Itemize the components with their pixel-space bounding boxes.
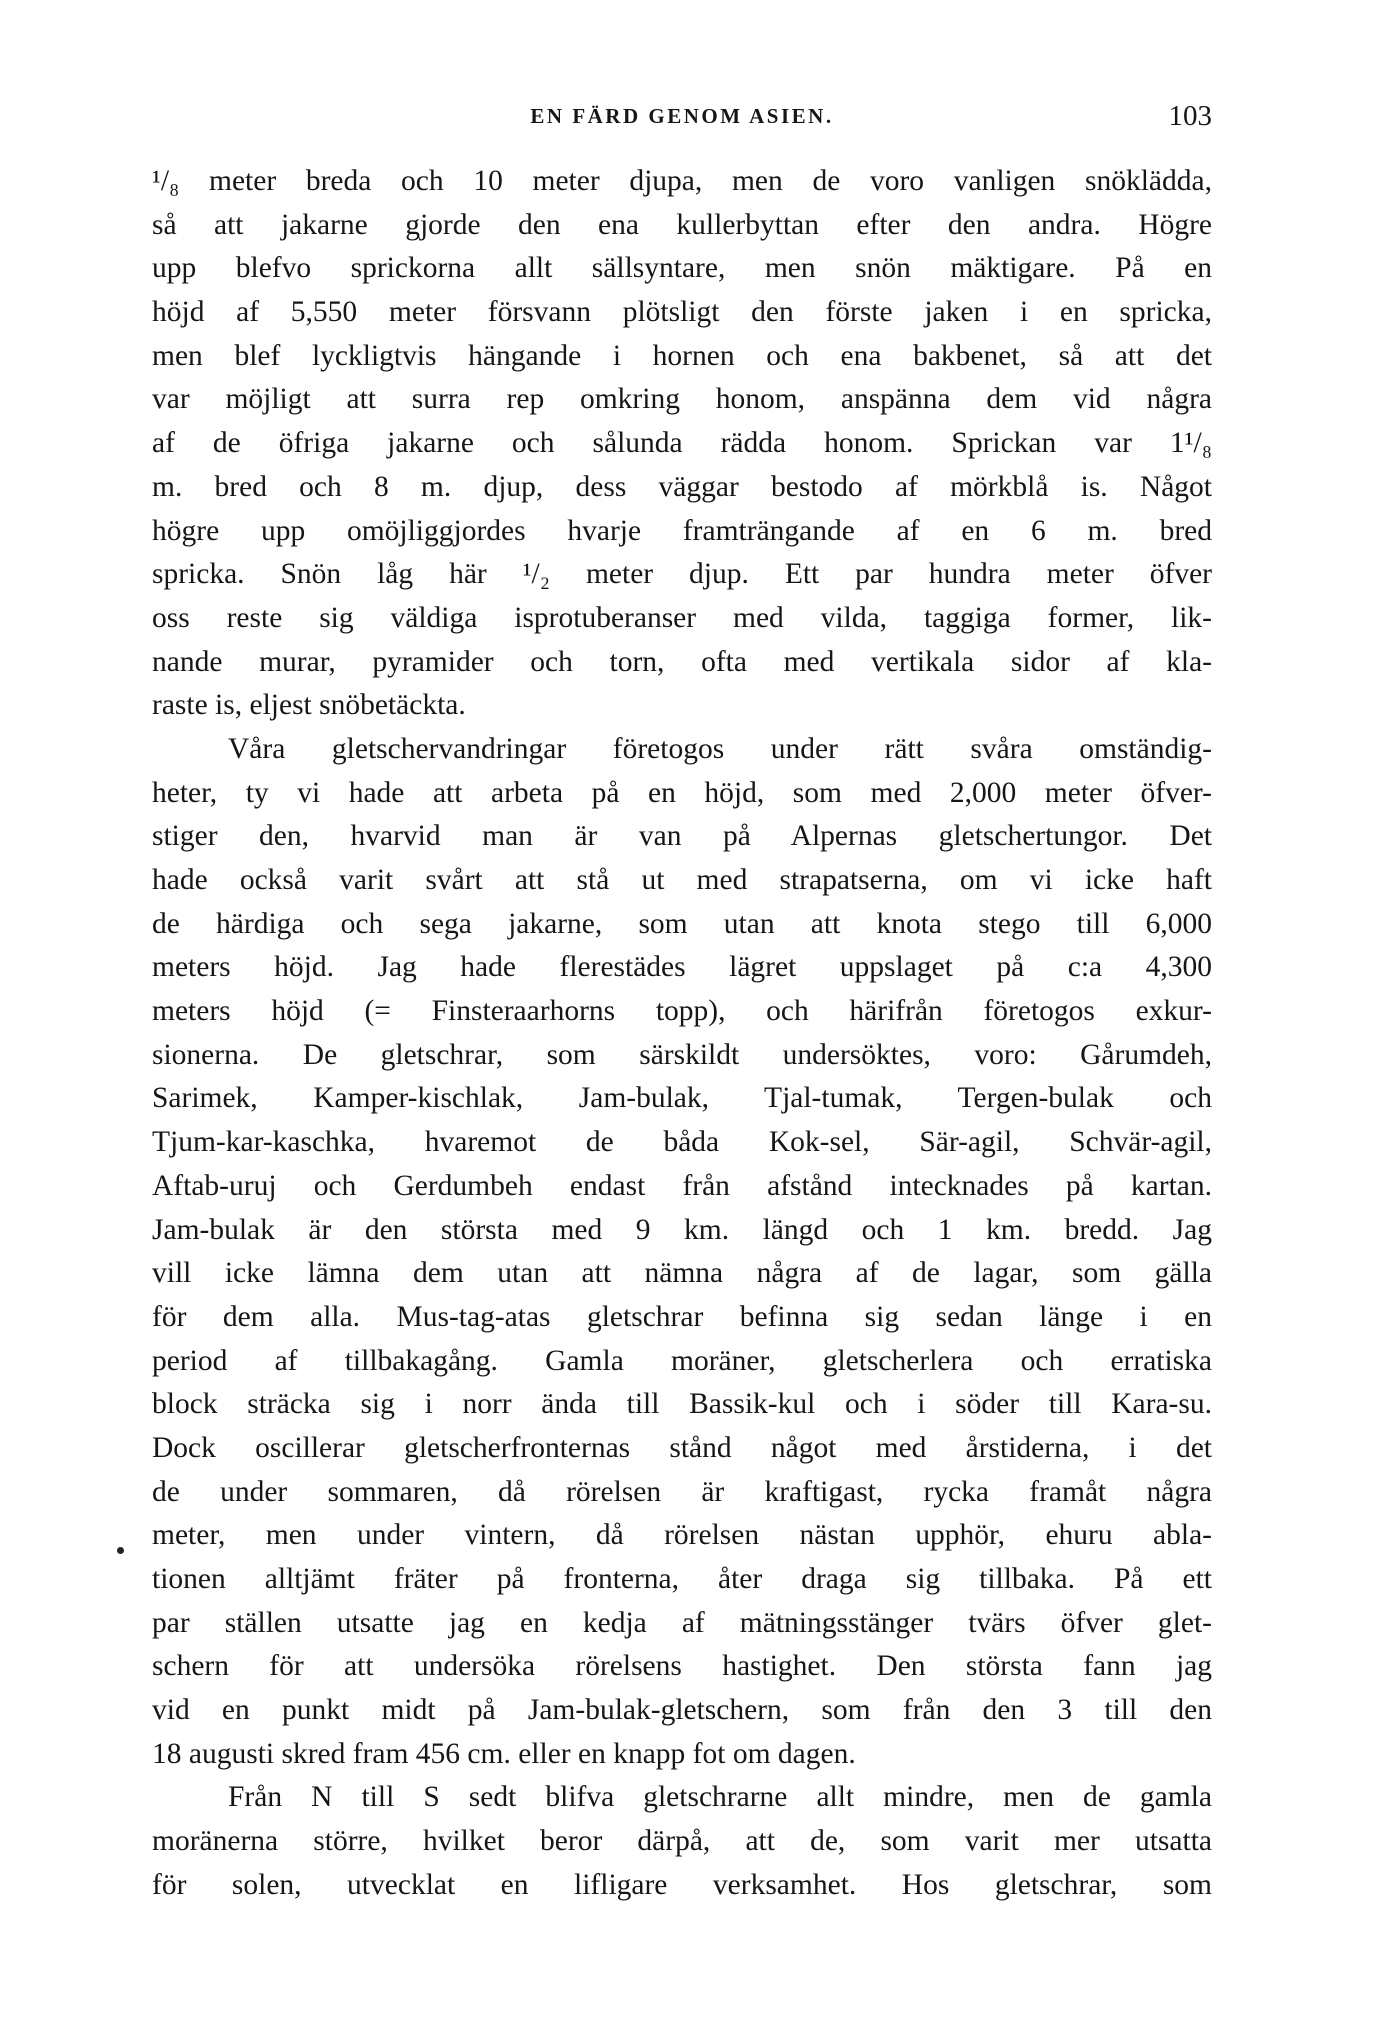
text-line: meters höjd (= Finsteraarhorns topp), och härifrån företogos exkur- (152, 995, 1212, 1028)
text-line: moränerna större, hvilket beror därpå, att de, som varit mer utsatta (152, 1825, 1212, 1858)
text-line: oss reste sig väldiga isprotuberanser med vilda, taggiga former, lik- (152, 601, 1212, 634)
text-line: så att jakarne gjorde den ena kullerbyttan efter den andra. Högre (152, 208, 1212, 241)
text-body (152, 160, 1212, 1908)
text-line: Dock oscillerar gletscherfronternas stånd något med årstiderna, i det (152, 1431, 1212, 1464)
text-line: ¹/₈ meter breda och 10 meter djupa, men de voro vanligen snöklädda, (152, 165, 1212, 197)
text-line: heter, ty vi hade att arbeta på en höjd, som med 2,000 meter öfver- (152, 776, 1212, 809)
text-line: Tjum-kar-kaschka, hvaremot de båda Kok-sel, Sär-agil, Schvär-agil, (152, 1126, 1212, 1159)
text-line: vid en punkt midt på Jam-bulak-gletschern, som från den 3 till den (152, 1694, 1212, 1727)
paragraph (152, 160, 1212, 728)
text-line: stiger den, hvarvid man är van på Alpernas gletschertungor. Det (152, 820, 1212, 853)
text-line: högre upp omöjliggjordes hvarje framträngande af en 6 m. bred (152, 514, 1212, 547)
text-line: upp blefvo sprickorna allt sällsyntare, men snön mäktigare. På en (152, 252, 1212, 285)
text-line: m. bred och 8 m. djup, dess väggar bestodo af mörkblå is. Något (152, 470, 1212, 503)
text-line: Våra gletschervandringar företogos under rätt svåra omständig- (228, 732, 1212, 765)
text-line: för solen, utvecklat en lifligare verksamhet. Hos gletschrar, som (152, 1868, 1212, 1901)
text-line: de under sommaren, då rörelsen är kraftigast, rycka framåt några (152, 1475, 1212, 1508)
margin-dot-mark (117, 1547, 124, 1554)
text-line: höjd af 5,550 meter försvann plötsligt den förste jaken i en spricka, (152, 296, 1212, 329)
text-line: raste is, eljest snöbetäckta. (152, 689, 466, 722)
text-line: period af tillbakagång. Gamla moräner, gletscherlera och erratiska (152, 1344, 1212, 1377)
text-line: par ställen utsatte jag en kedja af mätningsstänger tvärs öfver glet- (152, 1606, 1212, 1639)
text-line: nande murar, pyramider och torn, ofta med vertikala sidor af kla- (152, 645, 1212, 678)
text-line: spricka. Snön låg här ¹/₂ meter djup. Ett par hundra meter öfver (152, 558, 1212, 591)
text-line: Sarimek, Kamper-kischlak, Jam-bulak, Tjal-tumak, Tergen-bulak och (152, 1082, 1212, 1115)
text-line: 18 augusti skred fram 456 cm. eller en knapp fot om dagen. (152, 1737, 856, 1770)
paragraph (152, 728, 1212, 1777)
text-line: sionerna. De gletschrar, som särskildt undersöktes, voro: Gårumdeh, (152, 1038, 1212, 1071)
text-line: Aftab-uruj och Gerdumbeh endast från afstånd intecknades på kartan. (152, 1169, 1212, 1202)
text-line: vill icke lämna dem utan att nämna några af de lagar, som gälla (152, 1257, 1212, 1290)
text-line: meter, men under vintern, då rörelsen nästan upphör, ehuru abla- (152, 1519, 1212, 1552)
text-line: tionen alltjämt fräter på fronterna, åter draga sig tillbaka. På ett (152, 1563, 1212, 1595)
text-line: meters höjd. Jag hade flerestädes lägret uppslaget på c:a 4,300 (152, 951, 1212, 984)
page-number: 103 (1168, 100, 1212, 132)
text-line: Från N till S sedt blifva gletschrarne allt mindre, men de gamla (228, 1781, 1212, 1814)
text-line: schern för att undersöka rörelsens hastighet. Den största fann jag (152, 1650, 1212, 1683)
text-line: var möjligt att surra rep omkring honom, anspänna dem vid några (152, 383, 1212, 416)
text-line: block sträcka sig i norr ända till Bassik-kul och i söder till Kara-su. (152, 1388, 1212, 1421)
text-line: Jam-bulak är den största med 9 km. längd och 1 km. bredd. Jag (152, 1213, 1212, 1246)
running-head-title: EN FÄRD GENOM ASIEN. (530, 104, 834, 128)
text-line: men blef lyckligtvis hängande i hornen och ena bakbenet, så att det (152, 339, 1212, 372)
paragraph (152, 1776, 1212, 1907)
text-line: för dem alla. Mus-tag-atas gletschrar befinna sig sedan länge i en (152, 1300, 1212, 1333)
text-line: hade också varit svårt att stå ut med strapatserna, om vi icke haft (152, 864, 1212, 896)
running-head (152, 100, 1212, 144)
text-line: af de öfriga jakarne och sålunda rädda honom. Sprickan var 1¹/₈ (152, 427, 1212, 460)
text-line: de härdiga och sega jakarne, som utan att knota stego till 6,000 (152, 907, 1212, 940)
